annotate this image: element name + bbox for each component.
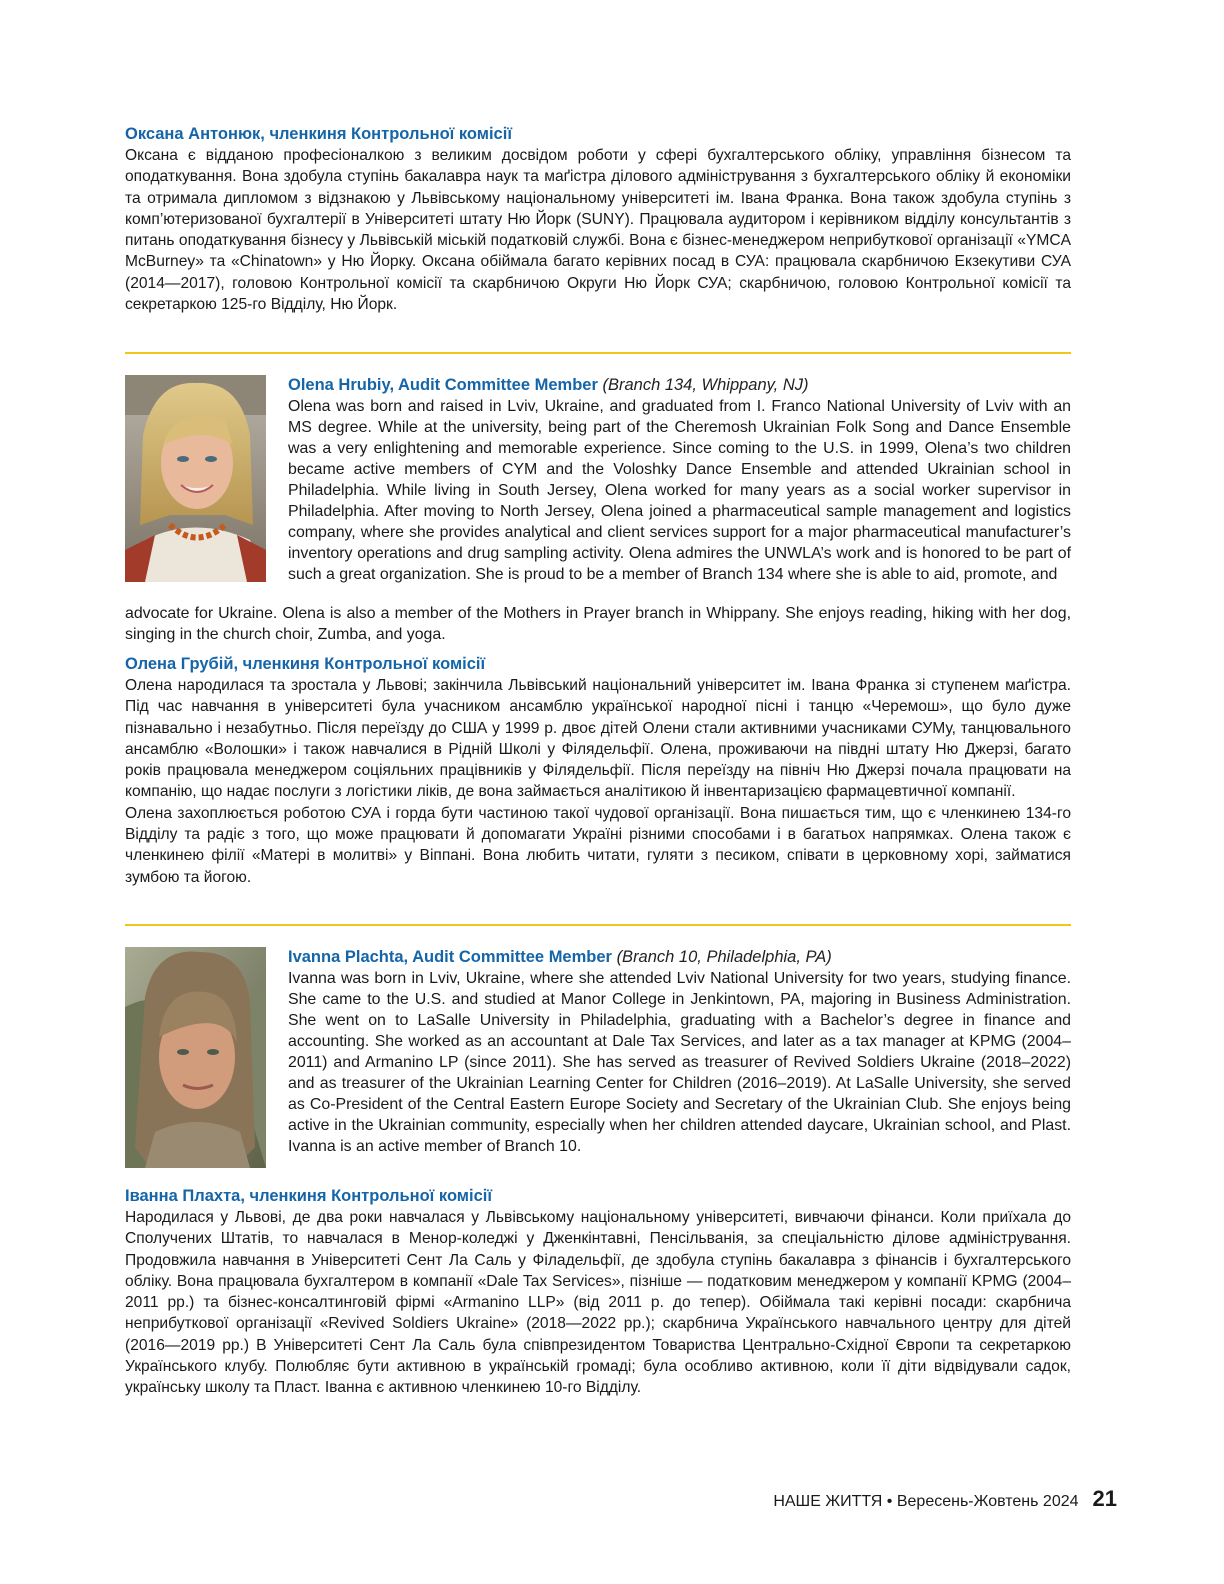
section-divider bbox=[125, 352, 1071, 354]
ivanna-plachta-branch: (Branch 10, Philadelphia, PA) bbox=[616, 948, 832, 966]
olena-hrubiy-bio-continued-text: advocate for Ukraine. Olena is also a member of the Mothers in Prayer branch in Whippany. She enjoys reading, hiking with her dog, singing in the church choir, Zumba, and yoga. bbox=[125, 605, 1071, 643]
olena-hrubiy-heading bbox=[288, 375, 1071, 396]
plachta-ua-heading: Іванна Плахта, членкиня Контрольної комісії bbox=[125, 1187, 492, 1205]
ivanna-plachta-name: Ivanna Plachta, Audit Committee Member bbox=[288, 948, 612, 966]
olena-hrubiy-bio-continued bbox=[125, 603, 1071, 645]
olena-hrubiy-bio-text: Olena was born and raised in Lviv, Ukraine, and graduated from I. Franco National University of Lviv with an MS degree. While at the university, being part of the Cheremosh Ukrainian Folk Song and Dance Ensemble was a very enlightening and memorable experience. Since coming to the U.S. in 1999, Olena’s two children became active members of CYM and the Voloshky Dance Ensemble and attended Ukrainian school in Philadelphia. While living in South Jersey, Olena worked for many years as a social worker supervisor in Philadelphia. After moving to North Jersey, Olena joined a pharmaceutical sample management and logistics company, where she provides analytical and client services support for a major pharmaceutical manufacturer’s inventory operations and drug sampling activity. Olena admires the UNWLA’s work and is honored to be part of such a great organization. She is proud to be a member of Branch 134 where she is able to aid, promote, and bbox=[288, 398, 1071, 583]
ivanna-plachta-bio-text: Ivanna was born in Lviv, Ukraine, where she attended Lviv National University for two years, studying finance. She came to the U.S. and studied at Manor College in Jenkintown, PA, majoring in Business Administration. She went on to LaSalle University in Philadelphia, graduating with a Bachelor’s degree in finance and accounting. She worked as an accountant at Dale Tax Services, and later as a tax manager at KPMG (2004–2011) and Armanino LP (since 2011). She has served as treasurer of Revived Soldiers Ukraine (2018–2022) and as treasurer of the Ukrainian Learning Center for Children (2016–2019). At LaSalle University, she served as Co-President of the Central Eastern Europe Society and Secretary of the Ukrainian Club. She enjoys being active in the Ukrainian community, especially when her children attended daycare, Ukrainian school, and Plast. Ivanna is an active member of Branch 10. bbox=[288, 970, 1071, 1155]
olena-hrubiy-bio bbox=[288, 375, 1071, 585]
hrubiy-ua-heading: Олена Грубій, членкиня Контрольної комісії bbox=[125, 655, 486, 673]
olena-hrubiy-photo bbox=[125, 375, 266, 582]
hrubiy-ua-section bbox=[125, 654, 1071, 888]
page-number: 21 bbox=[1092, 1486, 1117, 1511]
ivanna-plachta-bio bbox=[288, 947, 1071, 1157]
ivanna-plachta-photo bbox=[125, 947, 266, 1168]
plachta-ua-bio: Народилася у Львові, де два роки навчалася у Львівському національному університеті, вивчаючи фінанси. Коли приїхала до Сполучених Штатів, то навчалася в Менор-коледжі у Дженкінтавні, Пенсільванія, за спеціальністю ділове адміністрування. Продовжила навчання в Університеті Сент Ла Саль у Філадельфії, де здобула ступінь бакалавра з фінансів і бухгалтерського обліку. Вона працювала бухгалтером в компанії «Dale Tax Services», пізніше — податковим менеджером у компанії KPMG (2004–2011 рр.) та бізнес-консалтинговій фірмі «Armanino LLP» (від 2011 р. до тепер). Обіймала такі керівні посади: скарбнича неприбуткової організації «Revived Soldiers Ukraine» (2018—2022 рр.); скарбнича Українського навчального центру для дітей (2016—2019 рр.) В Університеті Сент Ла Саль була співпрезидентом Товариства Центрально-Східної Європи та секретаркою Українського клубу. Полюбляє бути активною в українській громаді; була особливо активною, коли її діти відвідували садок, українську школу та Пласт. Іванна є активною членкинею 10-го Відділу. bbox=[125, 1209, 1071, 1397]
plachta-ua-section bbox=[125, 1186, 1071, 1399]
hrubiy-ua-bio-paragraph-2: Олена захоплюється роботою СУА і горда бути частиною такої чудової організації. Вона пишається тим, що є членкинею 134-го Відділу та радіє з того, що може працювати й допомагати Україні різними способами і в багатьох напрямках. Олена також є членкинею філії «Матері в молитві» у Віппані. Вона любить читати, гуляти з песиком, співати в церковному хорі, займатися зумбою та йогою. bbox=[125, 804, 1071, 886]
ivanna-plachta-heading bbox=[288, 947, 1071, 968]
hrubiy-ua-bio-paragraph-1: Олена народилася та зростала у Львові; закінчила Львівський національний університет ім. Івана Франка зі ступенем маґістра. Під час навчання в університеті була учасником ансамблю української народної пісні і танцю «Черемош», що було дуже пізнавально і незабутньо. Після переїзду до США у 1999 р. двоє дітей Олени стали активними учасниками СУМу, танцювального ансамблю «Волошки» і також навчалися в Рідній Школі у Філядельфії. Олена, проживаючи на півдні штату Ню Джерзі, багато років працювала менеджером соціяльних працівників у Філядельфії. Після переїзду на північ Ню Джерзі почала працювати на компанію, що надає послуги з логістики ліків, де вона займається аналітикою й інвентаризацією фармацевтичної компанії. bbox=[125, 677, 1071, 801]
antoniuk-bio: Оксана є відданою професіоналкою з великим досвідом роботи у сфері бухгалтерського обліку, управління бізнесом та оподаткування. Вона здобула ступінь бакалавра наук та маґістра ділового адміністрування з бухгалтерського обліку й економіки та отримала дипломом з відзнакою у Львівському національному університеті ім. Івана Франка. Вона також здобула ступінь з комп’ютеризованої бухгалтерії в Університеті штату Ню Йорк (SUNY). Працювала аудитором і керівником відділу консультантів з питань оподаткування бізнесу у Львівській міській податковій службі. Вона є бізнес-менеджером неприбуткової організації «YMCA McBurney» та «Chinatown» у Ню Йорку. Оксана обіймала багато керівних посад в СУА: працювала скарбничою Екзекутиви СУА (2014—2017), головою Контрольної комісії та скарбничою Округи Ню Йорк СУА; скарбничою, головою Контрольної комісії та секретаркою 125-го Відділу, Ню Йорк. bbox=[125, 147, 1071, 314]
magazine-issue: НАШЕ ЖИТТЯ • Вересень-Жовтень 2024 bbox=[773, 1493, 1079, 1510]
page-footer bbox=[773, 1486, 1117, 1512]
olena-hrubiy-branch: (Branch 134, Whippany, NJ) bbox=[602, 376, 809, 394]
olena-hrubiy-name: Olena Hrubiy, Audit Committee Member bbox=[288, 376, 598, 394]
antoniuk-heading: Оксана Антонюк, членкиня Контрольної комісії bbox=[125, 125, 512, 143]
antoniuk-section bbox=[125, 124, 1071, 315]
section-divider bbox=[125, 924, 1071, 926]
